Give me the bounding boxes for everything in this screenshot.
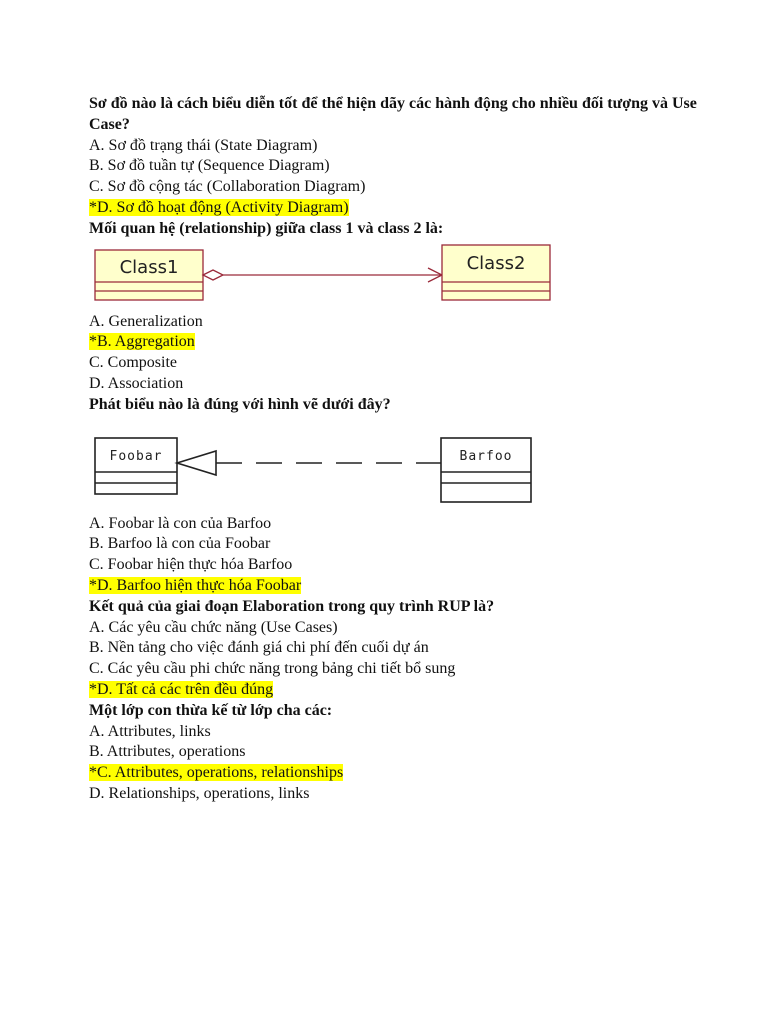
q1-option-a: A. Sơ đồ trạng thái (State Diagram)	[89, 136, 318, 154]
question-3-text: Phát biểu nào là đúng với hình vẽ dưới đây?	[89, 395, 391, 413]
answer-highlight: *B. Aggregation	[89, 333, 195, 351]
realization-relation	[177, 451, 441, 475]
q4-option-d-correct	[89, 680, 729, 701]
q2-option-d: D. Association	[89, 374, 184, 392]
q3-option-c: C. Foobar hiện thực hóa Barfoo	[89, 556, 293, 574]
q2-option-b-correct	[89, 332, 729, 353]
aggregation-uml-diagram	[89, 240, 559, 312]
q2-option-c: C. Composite	[89, 354, 178, 372]
foobar-label: Foobar	[109, 448, 163, 464]
q5-option-c-correct	[89, 763, 729, 784]
q2-option-a: A. Generalization	[89, 312, 203, 330]
q5-option-d: D. Relationships, operations, links	[89, 784, 310, 802]
class2-label: Class2	[466, 252, 526, 274]
answer-highlight: *D. Sơ đồ hoạt động (Activity Diagram)	[89, 198, 349, 216]
class2-box	[442, 245, 550, 300]
question-4-text: Kết quả của giai đoạn Elaboration trong quy trình RUP là?	[89, 597, 495, 615]
q4-option-c: C. Các yêu cầu phi chức năng trong bảng chi tiết bổ sung	[89, 660, 456, 678]
q4-option-b: B. Nền tảng cho việc đánh giá chi phí đến cuối dự án	[89, 639, 429, 657]
document-page	[89, 94, 729, 805]
q3-option-b: B. Barfoo là con của Foobar	[89, 535, 271, 553]
barfoo-label: Barfoo	[459, 448, 513, 464]
class1-box	[95, 250, 203, 300]
aggregation-relation	[203, 268, 442, 282]
q3-option-a: A. Foobar là con của Barfoo	[89, 514, 272, 532]
foobar-box	[95, 438, 177, 494]
question-2-text: Mối quan hệ (relationship) giữa class 1 và class 2 là:	[89, 219, 444, 237]
barfoo-box	[441, 438, 531, 502]
aggregation-diamond	[203, 270, 223, 280]
q1-option-d-correct	[89, 198, 729, 219]
hollow-triangle-arrowhead	[177, 451, 216, 475]
question-1-text: Sơ đồ nào là cách biểu diễn tốt để thể hiện dãy các hành động cho nhiều đối tượng và Use Case?	[89, 95, 697, 133]
q3-option-d-correct	[89, 576, 729, 597]
q1-option-b: B. Sơ đồ tuần tự (Sequence Diagram)	[89, 157, 330, 175]
q5-option-b: B. Attributes, operations	[89, 743, 246, 761]
answer-highlight: *C. Attributes, operations, relationships	[89, 764, 344, 782]
q1-option-c: C. Sơ đồ cộng tác (Collaboration Diagram)	[89, 178, 366, 196]
answer-highlight: *D. Tất cả các trên đều đúng	[89, 680, 274, 698]
q5-option-a: A. Attributes, links	[89, 722, 211, 740]
class1-label: Class1	[119, 256, 179, 278]
answer-highlight: *D. Barfoo hiện thực hóa Foobar	[89, 576, 302, 594]
q4-option-a: A. Các yêu cầu chức năng (Use Cases)	[89, 618, 338, 636]
realization-uml-diagram	[89, 416, 559, 514]
question-5-text: Một lớp con thừa kế từ lớp cha các:	[89, 701, 333, 719]
